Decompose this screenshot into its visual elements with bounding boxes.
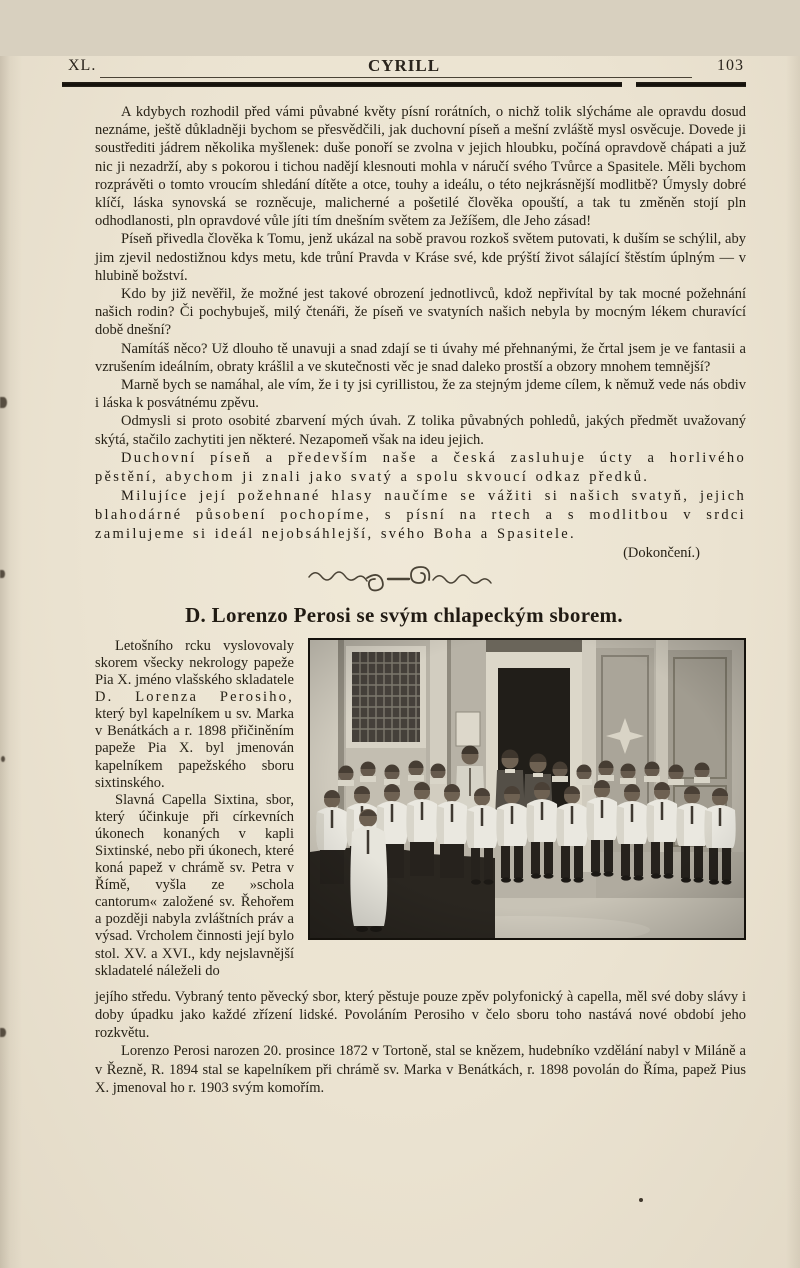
volume-label: XL. [68,57,97,74]
scan-speck [1,756,5,762]
emphasized-paragraph: Milujíce její požehnané hlasy naučíme se vážiti si našich svatyň, jejich blahodárné působení pochopíme, s písní na rtech a s modlitbou v srdci zamilujeme si ideál nejobsáhlejší, svého Boha a Spasitele. [95,487,746,542]
page-number: 103 [717,57,744,74]
page-header [62,56,746,89]
column-paragraph: Slavná Capella Sixtina, sbor, který účinkuje při církevních úkonech konaných v kapli Sixtinské, nebo při úkonech, které koná papež v chrámě sv. Petra v Římě, vyšla ze »schola cantorum« založené sv. Řehořem a později nabyla zvláštních práv a výsad. Vrcholem činnosti její bylo stol. XV. a XVI., kdy nejslavnější skladatelé náleželi do [95,791,295,979]
paragraph: A kdybych rozhodil před vámi půvabné květy písní rorátních, o nichž tolik slýcháme ale opravdu dosud neznáme, ještě důkladněji bychom se přesvědčili, jak duchovní píseň a mešní zvláště mysl osvěcuje. Dovede ji soustřediti jádrem několika myšlenek: duše ponoří se zvolna v jejich hloubku, počíná opravdově chápati a juž nic ji nezadrží, aby s pokorou i tichou nadějí klesnouti mohla v náručí svého Tvůrce a Spasitele. Měli bychom rozprávěti o tomto vroucím shledání dítěte a otce, touhy a ideálu, o této nejkrásnější modlitbě? Úmysly dobré klíčí, láska synovská se rozněcuje, malicherné a pošetilé člověka opouští, a tak tu změněn stojí pln odhodlanosti, pln opravdové vůle jíti tím dnešním světem za Ježíšem, dle Jeho zásad! [95,104,746,230]
article-title: D. Lorenzo Perosi se svým chlapeckým sborem. [185,602,623,627]
closing-note: (Dokončení.) [623,544,700,561]
article-perosi-fullwidth [95,988,746,1097]
scan-speck [0,397,7,408]
choir-photograph [308,638,746,940]
scan-speck [0,570,5,578]
left-column-text [95,638,294,980]
divider-ornament-icon [0,565,800,597]
scan-speck [0,1028,6,1037]
scanned-page [0,56,800,1268]
composer-name: D. Lorenza Perosiho, [95,689,294,706]
article-perosi-columns [95,638,746,980]
choir-photo-svg [310,640,744,938]
final-paragraph: Lorenzo Perosi narozen 20. prosince 1872 v Tortoně, stal se knězem, hudebníko vzdělání nabyl v Miláně a v Řezně, R. 1894 stal se kapelníkem při chrámě sv. Marka v Benátkách, r. 1898 povolán do Říma, papež Pius X. jmenoval ho r. 1903 svým komořím. [95,1043,746,1096]
journal-title: CYRILL [367,56,441,75]
flourish-svg [305,565,495,595]
header-rule-thin [100,77,692,78]
paragraph: Kdo by již nevěřil, že možné jest takové obrození jednotlivců, kdož nepřivítal by tak mocné požehnání našich rodin? Či pochybuješ, milý čtenáři, že píseň ve svatyních našich nebyla by mocným lékem churavící době dnešní? [95,286,746,339]
article-conclusion [95,103,746,563]
paragraph: Marně bych se namáhal, ale vím, že i ty jsi cyrillistou, že za stejným jdeme cílem, k němuž vede nás obdiv i láska k posvátnému zpěvu. [95,377,746,412]
paragraph: Namítáš něco? Už dlouho tě unavuji a snad zdají se ti úvahy mé přehnanými, že črtal jsem je ve fantasii a vzrušením ideálním, obraty krášlil a ve skutečnosti věc je snad daleko prostší a obzory mnohem temnější? [95,340,746,375]
paragraph: Píseň přivedla člověka k Tomu, jenž ukázal na sobě pravou rozkoš světem putovati, k duším se schýlil, aby jim zjevil nedostižnou kdys metu, kde trůní Pravda v Kráse své, kde prýští život sálající štěstím úplným — v hlubině božství. [95,231,746,284]
continuation-paragraph: jejího středu. Vybraný tento pěvecký sbor, který pěstuje pouze zpěv polyfonický à capella, měl své doby slávy i doby úpadku jako každé zřízení lidské. Povoláním Perosiho v čelo sboru toho nastává nové období jeho rozkvětu. [95,988,746,1042]
emphasized-paragraph: Duchovní píseň a především naše a česká zasluhuje úcty a horlivého pěstění, abychom ji znali jako svatý a spolu skvoucí odkaz předků. [95,449,746,485]
paragraph: Odmysli si proto osobité zbarvení mých úvah. Z tolika půvabných pohledů, jakých předmět uvažovaný skýtá, stačilo zachytiti jen některé. Nezapomeň však na ideu jejich. [95,413,746,448]
ink-dot [639,1198,643,1202]
header-rule-thick [62,82,746,87]
column-paragraph: Letošního rcku vyslovovaly skorem všecky nekrology papeže Pia X. jméno vlašského skladatele D. Lorenza Perosiho, který byl kapelníkem u sv. Marka v Benátkách a r. 1898 přičiněním papeže Pia X. byl jmenován kapelníkem papežského sboru sixtinského. [95,637,294,791]
